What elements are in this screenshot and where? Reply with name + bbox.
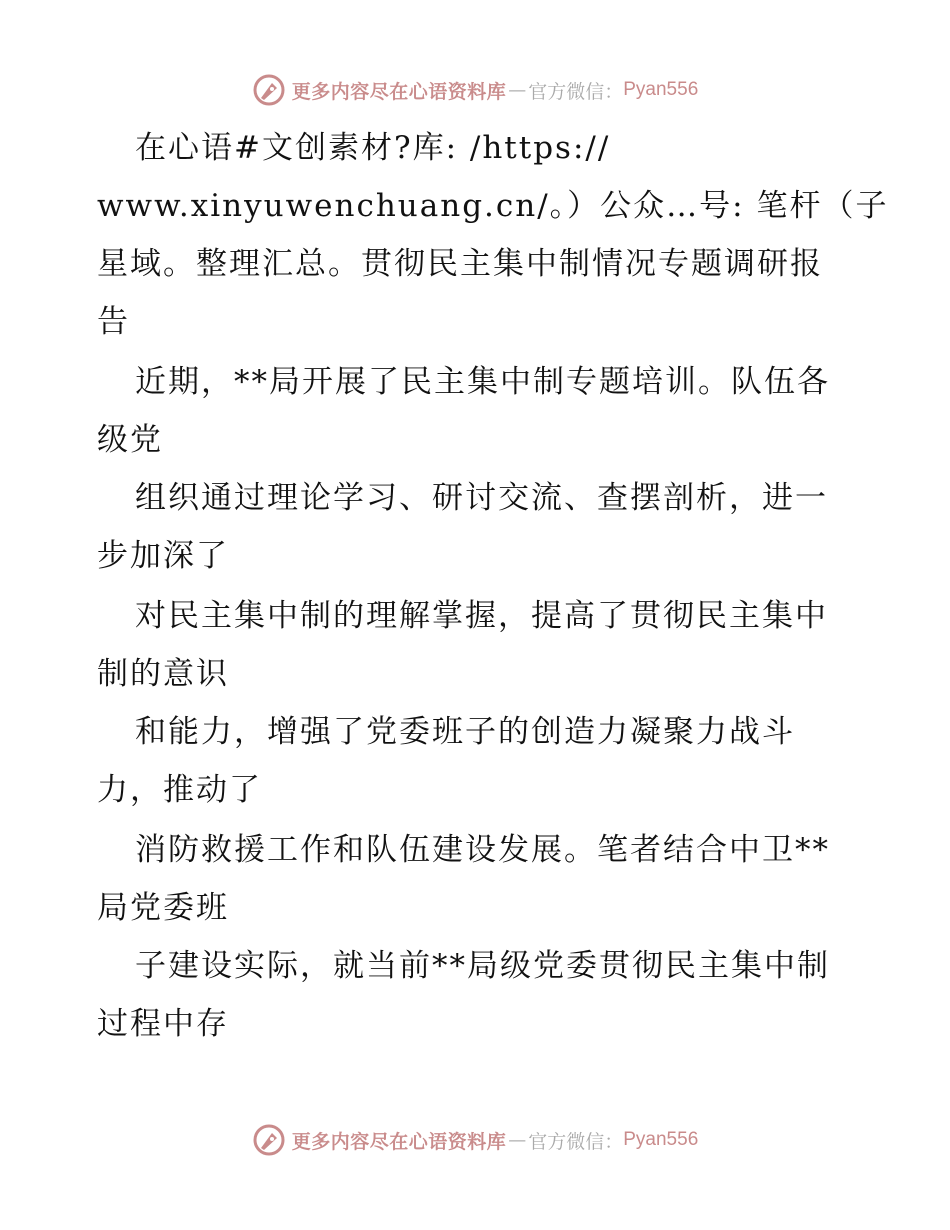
header-watermark-banner — [0, 68, 950, 112]
banner-separator: — — [508, 79, 527, 101]
banner-text: 更多内容尽在心语资料库 — [291, 80, 507, 103]
footer-watermark-banner — [0, 1118, 950, 1162]
body-line: 过程中存 — [97, 1006, 229, 1042]
body-line: 级党 — [97, 422, 163, 458]
pen-nib-logo-icon — [252, 73, 286, 107]
body-line: 局党委班 — [97, 890, 229, 926]
body-line: 对民主集中制的理解掌握，提高了贯彻民主集中 — [135, 598, 828, 634]
body-line: 步加深了 — [97, 538, 229, 574]
body-line: www.xinyuwenchuang.cn/。）公众…号: 笔杆（子 — [97, 188, 889, 224]
banner-text: 更多内容尽在心语资料库 — [291, 1130, 507, 1153]
banner-wechat-label: 官方微信： — [528, 80, 624, 103]
body-line: 近期，**局开展了民主集中制专题培训。队伍各 — [135, 364, 830, 400]
banner-wechat-id: Pyan556 — [623, 79, 699, 100]
body-line: 告 — [97, 304, 130, 340]
body-line: 星域。整理汇总。贯彻民主集中制情况专题调研报 — [97, 246, 823, 282]
body-line: 在心语#文创素材?库: /https:// — [135, 130, 611, 166]
body-line: 力，推动了 — [97, 772, 262, 808]
pen-nib-logo-icon — [252, 1123, 286, 1157]
banner-wechat-id: Pyan556 — [623, 1129, 699, 1150]
banner-separator: — — [508, 1129, 527, 1151]
body-line: 组织通过理论学习、研讨交流、查摆剖析，进一 — [135, 480, 828, 516]
body-line: 消防救援工作和队伍建设发展。笔者结合中卫** — [135, 832, 830, 868]
body-line: 子建设实际，就当前**局级党委贯彻民主集中制 — [135, 948, 830, 984]
body-line: 制的意识 — [97, 656, 229, 692]
banner-wechat-label: 官方微信： — [528, 1130, 624, 1153]
body-line: 和能力，增强了党委班子的创造力凝聚力战斗 — [135, 714, 795, 750]
